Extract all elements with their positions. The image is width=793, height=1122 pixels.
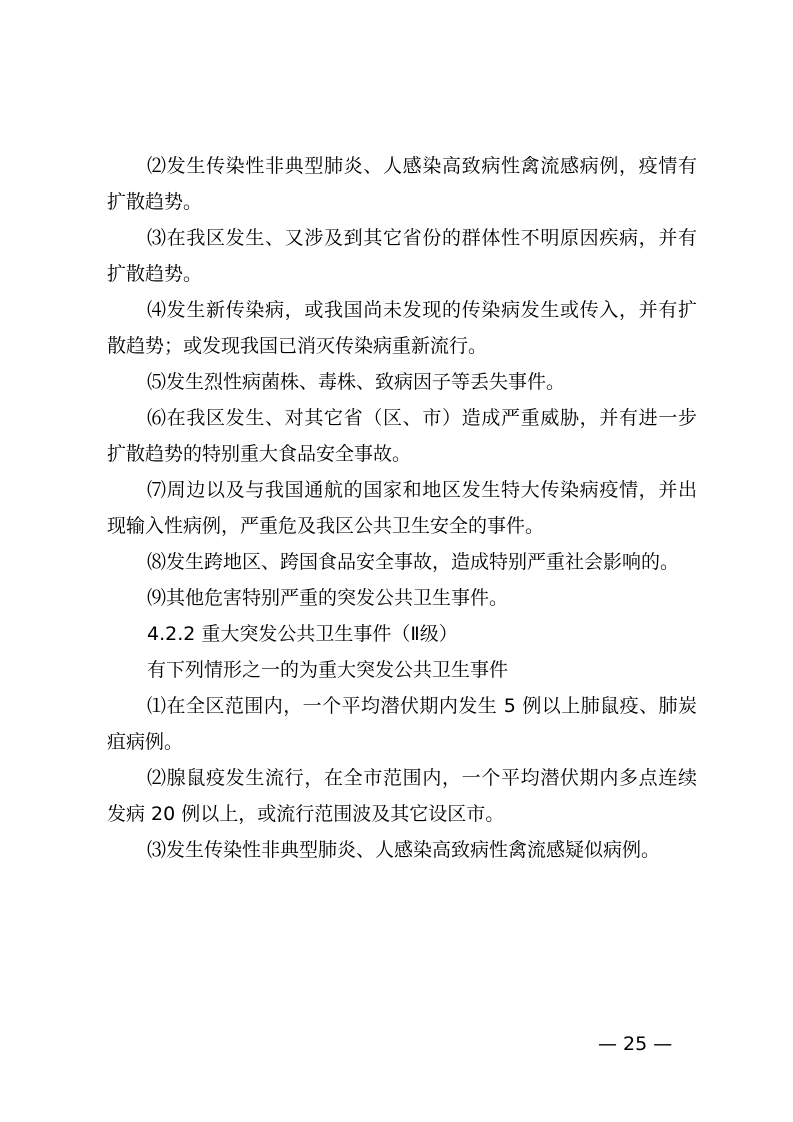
paragraph-2-sars-avian-flu: ⑵发生传染性非典型肺炎、人感染高致病性禽流感病例，疫情有扩散趋势。 [107,155,697,213]
paragraph-5-pathogen-loss: ⑸发生烈性病菌株、毒株、致病因子等丢失事件。 [147,371,566,393]
paragraph-1-pneumonic-plague: ⑴在全区范围内，一个平均潜伏期内发生 5 例以上肺鼠疫、肺炭疽病例。 [107,695,697,753]
paragraph-3-suspected-cases: ⑶发生传染性非典型肺炎、人感染高致病性禽流感疑似病例。 [147,839,661,861]
paragraph-9-other-events: ⑼其他危害特别严重的突发公共卫生事件。 [147,587,509,609]
section-heading-4-2-2: 4.2.2 重大突发公共卫生事件（Ⅱ级） [147,623,458,645]
paragraph-2-bubonic-plague: ⑵腺鼠疫发生流行，在全市范围内，一个平均潜伏期内多点连续发病 20 例以上，或流行范围波及其它设区市。 [107,767,697,825]
page-number: — 25 — [598,1033,673,1055]
paragraph-criteria-intro: 有下列情形之一的为重大突发公共卫生事件 [147,659,509,681]
paragraph-3-unknown-disease: ⑶在我区发生、又涉及到其它省份的群体性不明原因疾病，并有扩散趋势。 [107,227,697,285]
paragraph-8-cross-region-food-safety: ⑻发生跨地区、跨国食品安全事故，造成特别严重社会影响的。 [147,551,680,573]
paragraph-7-border-epidemic: ⑺周边以及与我国通航的国家和地区发生特大传染病疫情，并出现输入性病例，严重危及我区公共卫生安全的事件。 [107,479,697,537]
body-text [107,148,697,868]
paragraph-6-food-safety-threat: ⑹在我区发生、对其它省（区、市）造成严重威胁，并有进一步扩散趋势的特别重大食品安全事故。 [107,407,697,465]
paragraph-4-new-infectious-disease: ⑷发生新传染病，或我国尚未发现的传染病发生或传入，并有扩散趋势；或发现我国已消灭传染病重新流行。 [107,299,697,357]
